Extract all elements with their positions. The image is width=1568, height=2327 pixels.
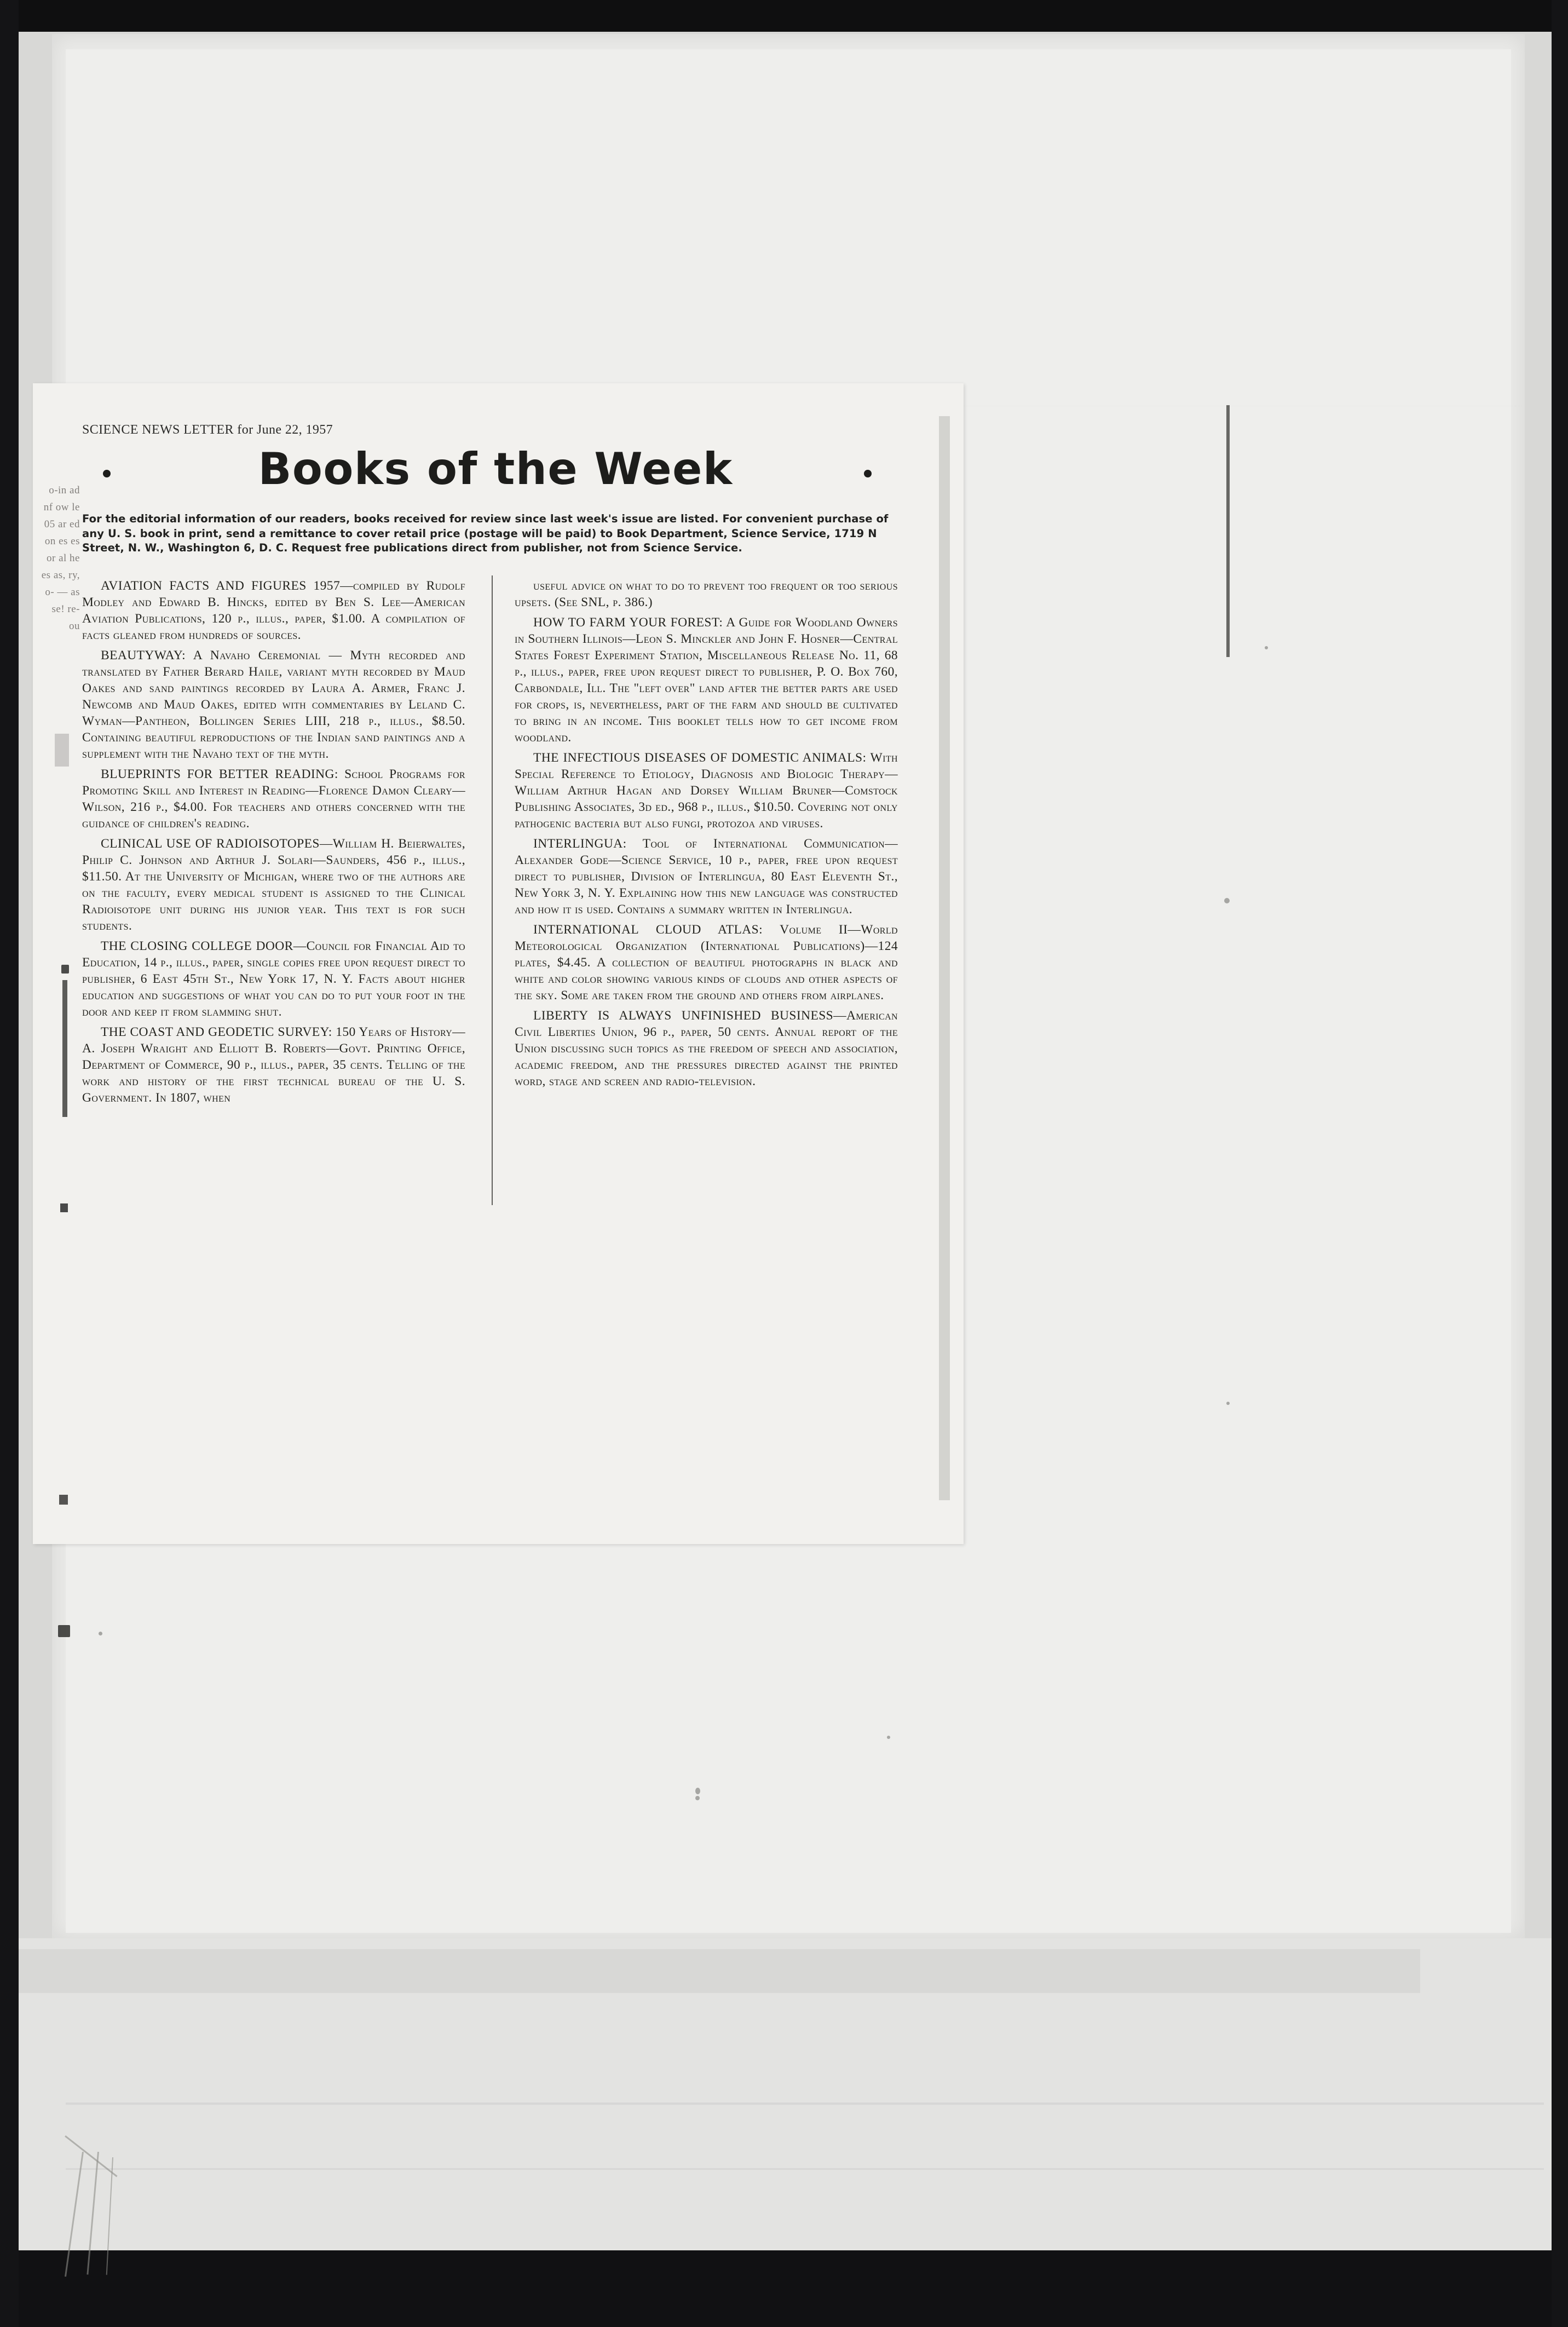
scan-speck xyxy=(887,1736,890,1739)
margin-ghost-text: o-in ad nf ow le 05 ar ed on es es or al he es as, ry, o- — as se! re- ou xyxy=(41,485,80,632)
book-entry-text: THE CLOSING COLLEGE DOOR—Council for Financial Aid to Education, 14 p., illus., paper, single copies free upon request direct to publisher, 6 East 45th St., New York 17, N. Y. Facts about higher education and suggestions of what you can do to put your foot in the door and keep it from slamming shut. xyxy=(82,939,465,1019)
title-row xyxy=(82,443,914,504)
clipping-edge-mark xyxy=(59,1495,68,1505)
book-entry-text: CLINICAL USE OF RADIOISOTOPES—William H. Beierwaltes, Philip C. Johnson and Arthur J. Solari—Saunders, 456 p., illus., $11.50. At the University of Michigan, where two of the authors are on the faculty, every medical student is assigned to the Clinical Radioisotope unit during his junior year. This text is for such students. xyxy=(82,837,465,933)
book-entry-text: HOW TO FARM YOUR FOREST: A Guide for Woodland Owners in Southern Illinois—Leon S. Minckler and John F. Hosner—Central States Forest Experiment Station, Miscellaneous Release No. 11, 68 p., illus., paper, free upon request direct to publisher, P. O. Box 760, Carbondale, Ill. The "left over" land after the better parts are used for crops, is, nevertheless, part of the farm and should be cultivated to bring in an income. This booklet tells how to get income from woodland. xyxy=(515,615,898,745)
editorial-blurb: For the editorial information of our readers, books received for review since last week's issue are listed. For convenient purchase of any U. S. book in print, send a remittance to cover retail price (postage will be paid) to Book Department, Science Service, 1719 N Street, N. W., Washington 6, D. C. Request free publications direct from publisher, not from Science Service. xyxy=(82,512,889,554)
scan-speck xyxy=(1224,898,1230,903)
book-entry-text: BEAUTYWAY: A Navaho Ceremonial — Myth recorded and translated by Father Berard Haile, variant myth recorded by Maud Oakes and sand paintings recorded by Laura A. Armer, Franc J. Newcomb and Maud Oakes, edited with commentaries by Leland C. Wyman—Pantheon, Bollingen Series LIII, 218 p., illus., $8.50. Containing beautiful reproductions of the Indian sand paintings and a supplement with the Navaho text of the myth. xyxy=(82,648,465,761)
book-entry xyxy=(515,921,898,1004)
clipping-edge-mark xyxy=(60,1203,68,1212)
news-clipping xyxy=(33,383,964,1544)
scan-lower-band-shadow xyxy=(19,1949,1420,1993)
book-entry-text: AVIATION FACTS AND FIGURES 1957—compiled by Rudolf Modley and Edward B. Hincks, edited by Ben S. Lee—American Aviation Publications, 120 p., illus., paper, $1.00. A compilation of facts gleaned from hundreds of sources. xyxy=(82,579,465,642)
clipping-content xyxy=(82,405,936,1522)
masthead-line xyxy=(82,423,333,437)
page-title: Books of the Week xyxy=(258,443,733,494)
column-left xyxy=(82,578,465,1110)
bullet-left-icon xyxy=(103,470,111,477)
book-entry-text: INTERLINGUA: Tool of International Communication—Alexander Gode—Science Service, 10 p., paper, free upon request direct to publisher, Division of Interlingua, 80 East Eleventh St., New York 3, N. Y. Explaining how this new language was constructed and how it is used. Contains a summary written in Interlingua. xyxy=(515,837,898,917)
scan-speck xyxy=(695,1796,700,1800)
book-entry-text: THE INFECTIOUS DISEASES OF DOMESTIC ANIMALS: With Special Reference to Etiology, Diagnosis and Biologic Therapy—William Arthur Hagan and Dorsey William Bruner—Comstock Publishing Associates, 3d ed., 968 p., illus., $10.50. Covering not only pathogenic bacteria but also fungi, protozoa and viruses. xyxy=(515,751,898,831)
book-entry xyxy=(515,1007,898,1090)
scan-streak xyxy=(876,405,1522,407)
book-entry-text: INTERNATIONAL CLOUD ATLAS: Volume II—World Meteorological Organization (International Publications)—124 plates, $4.45. A collection of beautiful photographs in black and white and color showing various kinds of clouds and other aspects of the sky. Some are taken from the ground and others from airplanes. xyxy=(515,923,898,1003)
scan-dark-strip xyxy=(1226,405,1230,657)
scan-streak xyxy=(66,2168,1544,2170)
book-entry-text: LIBERTY IS ALWAYS UNFINISHED BUSINESS—American Civil Liberties Union, 96 p., paper, 50 cents. Annual report of the Union discussing such topics as the freedom of speech and association, academic freedom, and the pressures directed against the printed word, stage and screen and radio-television. xyxy=(515,1009,898,1088)
scan-edge-top xyxy=(0,0,1568,32)
book-entry xyxy=(82,836,465,934)
masthead-text: SCIENCE NEWS LETTER for June 22, 1957 xyxy=(82,423,333,437)
scan-speck xyxy=(99,1632,102,1635)
scan-edge-right xyxy=(1552,0,1568,2327)
scan-speck xyxy=(695,1788,700,1794)
book-entry xyxy=(82,938,465,1020)
scan-speck xyxy=(1226,1402,1230,1405)
scan-edge-bottom xyxy=(0,2250,1568,2327)
column-divider xyxy=(492,575,493,1205)
clipping-edge-smudge xyxy=(55,734,69,767)
book-entry-text: useful advice on what to do to prevent too frequent or too serious upsets. (See SNL, p. 386.) xyxy=(515,579,898,609)
book-entry-text: BLUEPRINTS FOR BETTER READING: School Programs for Promoting Skill and Interest in Reading—Florence Damon Cleary—Wilson, 216 p., $4.00. For teachers and others concerned with the guidance of children's reading. xyxy=(82,767,465,831)
book-entry xyxy=(82,578,465,643)
book-entry xyxy=(515,836,898,918)
book-entry xyxy=(515,614,898,746)
book-entry xyxy=(82,647,465,762)
clipping-edge-smudge xyxy=(939,416,950,1500)
clipping-edge-mark xyxy=(62,980,67,1117)
scan-edge-left xyxy=(0,0,19,2327)
book-entry xyxy=(515,578,898,610)
bullet-right-icon xyxy=(864,470,872,477)
clipping-edge-mark xyxy=(58,1625,70,1637)
book-entry xyxy=(82,766,465,832)
scan-speck xyxy=(1265,646,1268,649)
book-entry-text: THE COAST AND GEODETIC SURVEY: 150 Years of History—A. Joseph Wraight and Elliott B. Roberts—Govt. Printing Office, Department of Commerce, 90 p., illus., paper, 35 cents. Telling of the work and history of the first technical bureau of the U. S. Government. In 1807, when xyxy=(82,1025,465,1105)
book-entry xyxy=(82,1024,465,1106)
scan-streak xyxy=(66,2103,1544,2105)
clipping-edge-mark xyxy=(61,965,69,974)
book-entry xyxy=(515,750,898,832)
column-right xyxy=(515,578,898,1093)
